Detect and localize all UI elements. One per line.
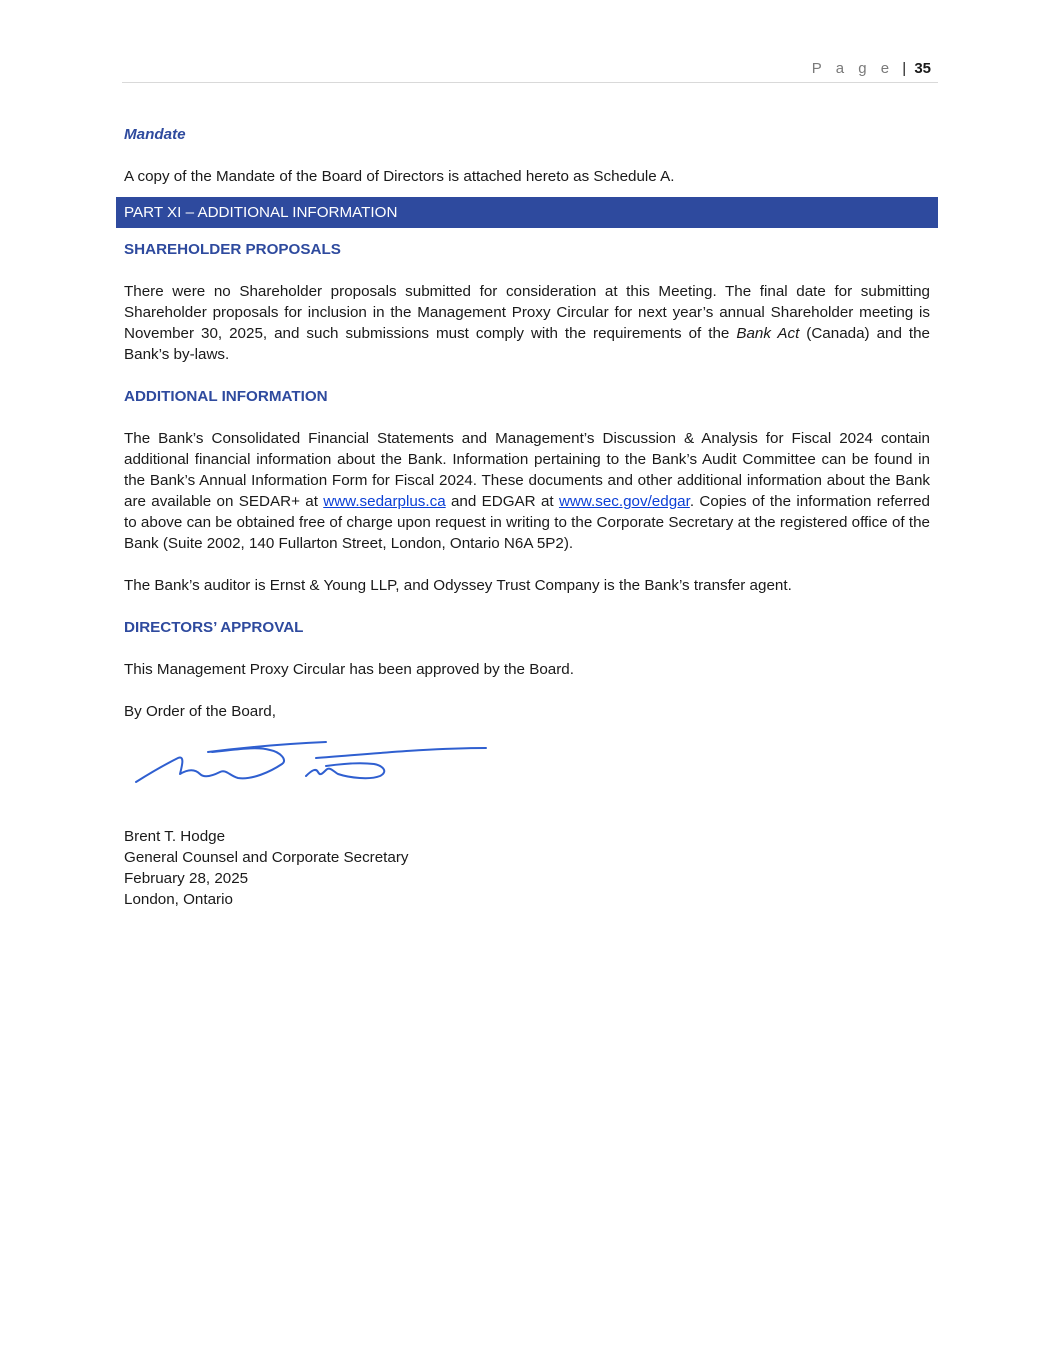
additional-information-paragraph: The Bank’s Consolidated Financial Statements and Management’s Discussion & Analysis for Fiscal 2024 contain additional financial information about the Bank. Information pertaining to the Bank’s Audit Committee can be found in the Bank’s Annual Information Form for Fiscal 2024. These documents and other additional information about the Bank are available on SEDAR+ at www.sedarplus.ca and EDGAR at www.sec.gov/edgar. Copies of the information referred to above can be obtained free of charge upon request in writing to the Corporate Secretary at the registered office of the Bank (Suite 2002, 140 Fullarton Street, London, Ontario N6A 5P2).: [124, 430, 930, 552]
by-order-text: By Order of the Board,: [124, 703, 276, 720]
bank-act-italic: Bank Act: [736, 325, 800, 342]
mandate-text: A copy of the Mandate of the Board of Directors is attached hereto as Schedule A.: [124, 168, 675, 185]
additional-information-heading: ADDITIONAL INFORMATION: [124, 388, 328, 405]
signatory-name: Brent T. Hodge: [124, 828, 226, 845]
part-xi-section-bar: PART XI – ADDITIONAL INFORMATION: [116, 197, 938, 228]
sedarplus-link[interactable]: www.sedarplus.ca: [323, 493, 446, 510]
signature-location: London, Ontario: [124, 891, 233, 908]
page-header: [812, 60, 931, 77]
page-label: P a g e: [811, 60, 895, 77]
handwritten-signature: [124, 732, 930, 816]
page-number: 35: [914, 60, 931, 77]
signature-date: February 28, 2025: [124, 870, 249, 887]
auditor-paragraph: The Bank’s auditor is Ernst & Young LLP, and Odyssey Trust Company is the Bank’s transfer agent.: [124, 577, 792, 594]
signatory-title: General Counsel and Corporate Secretary: [124, 849, 409, 866]
signatory-block: [124, 826, 930, 910]
document-body: [124, 124, 930, 910]
approval-text: This Management Proxy Circular has been approved by the Board.: [124, 661, 574, 678]
sec-edgar-link[interactable]: www.sec.gov/edgar: [558, 493, 690, 510]
shareholder-proposals-paragraph: There were no Shareholder proposals submitted for consideration at this Meeting. The final date for submitting Shareholder proposals for inclusion in the Management Proxy Circular for next year’s annual Shareholder meeting is November 30, 2025, and such submissions must comply with the requirements of the Bank Act (Canada) and the Bank’s by-laws.: [124, 283, 930, 363]
header-divider: [122, 82, 938, 83]
shareholder-proposals-heading: SHAREHOLDER PROPOSALS: [124, 241, 341, 258]
page-separator: |: [902, 60, 907, 77]
directors-approval-heading: DIRECTORS’ APPROVAL: [124, 619, 304, 636]
mandate-heading: Mandate: [124, 126, 186, 143]
